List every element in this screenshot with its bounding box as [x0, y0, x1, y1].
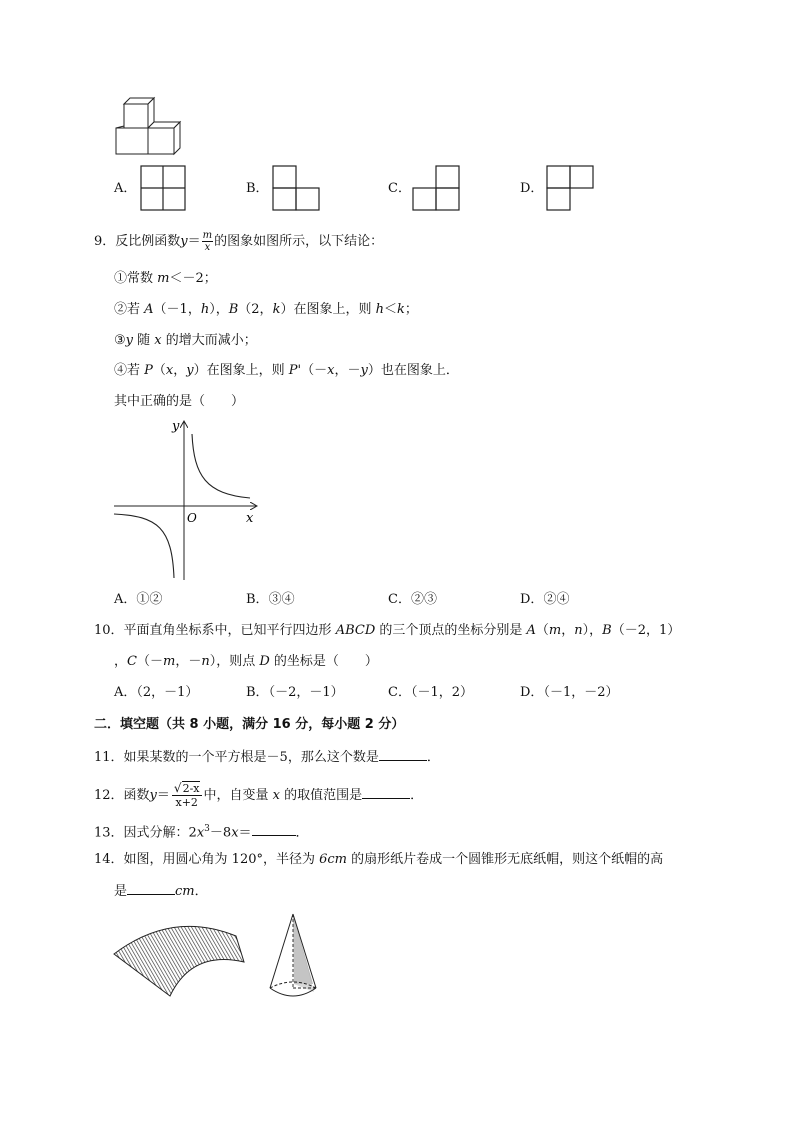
q14-answer-blank[interactable]	[127, 882, 175, 895]
q9-hyperbola-graph	[110, 416, 260, 582]
q9-conclusion-4: ④若 P（x，y）在图象上，则 P'（－x，－y）也在图象上．	[114, 363, 459, 378]
q8-option-a-view	[140, 165, 188, 213]
q8-option-d-view	[546, 165, 596, 213]
q9-conclusion-2: ②若 A（－1，h），B（2，k）在图象上，则 h＜k；	[114, 302, 418, 317]
q13-answer-blank[interactable]	[252, 823, 296, 836]
q9-option-c[interactable]: C．②③	[388, 592, 437, 607]
q14-sector-figure	[112, 916, 252, 1002]
q9-y-label: y	[172, 419, 180, 434]
q11-stem: 11．如果某数的一个平方根是－5，那么这个数是 ．	[94, 750, 440, 765]
q12-fraction: $\frac{√2-x}{x+2}$	[173, 781, 200, 809]
q9-curve-q3	[114, 514, 174, 578]
q9-conclusion-1: ①常数 m＜－2；	[114, 271, 217, 286]
q10-option-d[interactable]: D．（－1，－2）	[520, 685, 619, 700]
q8-option-a-label: A．	[114, 181, 137, 196]
q9-origin-label: O	[187, 511, 197, 525]
q13-stem: 13．因式分解：$2x^3-8x=$ ．	[94, 824, 309, 841]
q12-stem: 12．函数y＝ $\frac{√2-x}{x+2}$ 中，自变量 x 的取值范围是 ．	[94, 781, 424, 809]
q8-option-b[interactable]	[246, 180, 269, 198]
q10-option-b[interactable]: B．（－2，－1）	[246, 685, 344, 700]
q10-option-a[interactable]: A．（2，－1）	[114, 685, 199, 700]
q8-option-c-label: C．	[388, 181, 411, 196]
q10-stem-line1: 10．平面直角坐标系中，已知平行四边形 ABCD 的三个顶点的坐标分别是 A（m，n），B（－2，1）	[94, 623, 681, 638]
q8-cube-figure	[112, 96, 186, 158]
q14-stem-line2: 是 cm．	[114, 884, 208, 899]
q14-cone-figure	[266, 910, 322, 1004]
q8-option-d-label: D．	[520, 181, 544, 196]
q8-option-d[interactable]	[520, 180, 543, 198]
q9-option-d[interactable]: D．②④	[520, 592, 570, 607]
q8-option-b-label: B．	[246, 181, 269, 196]
q9-x-label: x	[246, 511, 254, 526]
section-2-title: 二．填空题（共 8 小题，满分 16 分，每小题 2 分）	[94, 717, 405, 732]
q9-stem: 9．反比例函数y＝ $\frac{m}{x}$ 的图象如图所示，以下结论：	[94, 230, 384, 253]
q8-option-a[interactable]	[114, 180, 136, 198]
q11-answer-blank[interactable]	[379, 748, 427, 761]
q12-answer-blank[interactable]	[362, 786, 410, 799]
q9-conclusion-3: ③y 随 x 的增大而减小；	[114, 333, 257, 348]
q10-option-c[interactable]: C．（－1，2）	[388, 685, 473, 700]
q9-question: 其中正确的是（ ）	[114, 394, 245, 409]
q8-option-b-view	[272, 165, 322, 213]
q10-stem-line2: ，C（－m，－n），则点 D 的坐标是（ ）	[114, 654, 378, 669]
q9-fraction: $\frac{m}{x}$	[202, 230, 213, 253]
q9-option-a[interactable]: A．①②	[114, 592, 163, 607]
q9-option-b[interactable]: B．③④	[246, 592, 295, 607]
q9-curve-q1	[192, 434, 250, 498]
q8-option-c-view	[412, 165, 462, 213]
q14-stem-line1: 14．如图，用圆心角为 120°，半径为 6cm 的扇形纸片卷成一个圆锥形无底纸帽，则这个纸帽的高	[94, 852, 664, 867]
q8-option-c[interactable]	[388, 180, 411, 198]
